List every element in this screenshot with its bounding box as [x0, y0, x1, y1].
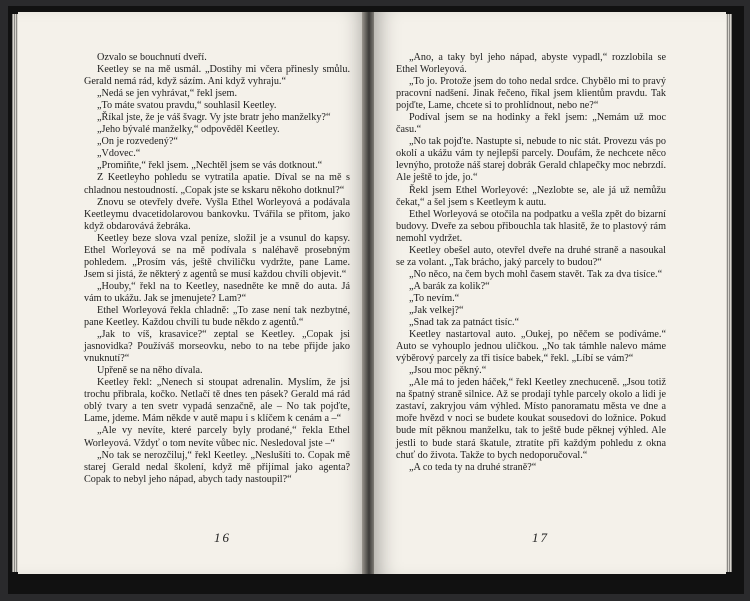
- paragraph: Znovu se otevřely dveře. Vyšla Ethel Worleyová a podávala Keetleymu dvacetidolarovou bankovku. Tvářila se přitom, jako když obdarovává žebráka.: [84, 196, 350, 232]
- paragraph: „Ale má to jeden háček,“ řekl Keetley znechuceně. „Jsou totiž na špatný straně silnice. Až se prodají tyhle parcely okolo a lidi je zastaví, zakryjou vám výhled. Místo panoramatu města ve dne a moře hvězd v noci se budete koukat sousedovi do ložnice. Pokud bude mít pěknou manželku, tak to ještě bude pěknej výhled. Ale jestli to bude stará škatule, ztratíte při každým pohledu z okna chuť do života. Takže to bych nedoporučoval.“: [396, 377, 666, 461]
- page-edges-right: [726, 14, 732, 572]
- paragraph: „Ale vy nevíte, které parcely byly prodané,“ řekla Ethel Worleyová. Vždyť o tom nevíte vůbec nic. Nesledoval jste –“: [84, 425, 350, 449]
- right-page: [374, 12, 726, 574]
- paragraph: Z Keetleyho pohledu se vytratila apatie. Díval se na mě s chladnou nestoudností. „Copak jste se kskaru někoho dotknul?“: [84, 172, 350, 196]
- left-page: [18, 12, 366, 574]
- paragraph: Ozvalo se bouchnutí dveří.: [97, 52, 207, 63]
- paragraph: Keetley řekl: „Nenech si stoupat adrenalin. Myslím, že jsi trochu přibrala, kočko. Netlačí tě dnes ten pásek? Gerald má rád oblý tvary a ten svetr vypadá senzačně, ale – No tak pojďte, Lame, jdeme. Mám někde v autě mapu i s klíčem k cenám a –“: [84, 377, 350, 425]
- paragraph: „Houby,“ řekl na to Keetley, nasedněte ke mně do auta. Já vám to ukážu. Jak se jmenujete? Lam?“: [84, 280, 350, 304]
- paragraph: „Jak to víš, krasavice?“ zeptal se Keetley. „Copak jsi jasnovidka? Používáš morseovku, nebo to na tebe přijde jako vnuknutí?“: [84, 329, 350, 365]
- right-page-number: 17: [532, 530, 549, 545]
- left-page-text: [84, 52, 350, 486]
- paragraph: „No něco, na čem bych mohl časem stavět. Tak za dva tisíce.“: [409, 268, 663, 280]
- paragraph: „Jak velkej?“: [409, 304, 464, 316]
- paragraph: Keetley obešel auto, otevřel dveře na druhé straně a nasoukal se za volant. „Tak brácho, jaký parcely to budou?“: [396, 244, 666, 268]
- paragraph: Řekl jsem Ethel Worleyové: „Nezlobte se, ale já už nemůžu čekat,“ a šel jsem s Keetleym k autu.: [396, 184, 666, 208]
- paragraph: Keetley nastartoval auto. „Oukej, po něčem se podíváme.“ Auto se vyhouplo jednou uličkou. „No tak támhle nalevo máme výběrový parcely za tři tisíce babek,“ řekl. „Líbí se vám?“: [396, 329, 666, 365]
- paragraph: „No tak se nerozčiluj,“ řekl Keetley. „Neslušíti to. Copak mě starej Gerald nedal školení, když mě přijímal jako agenta? Copak to nebyl jeho nápad, abych tady nastoupil?“: [84, 449, 350, 485]
- left-page-number: 16: [214, 530, 231, 545]
- paragraph: „To nevím.“: [409, 292, 460, 304]
- paragraph: „Promiňte,“ řekl jsem. „Nechtěl jsem se vás dotknout.“: [97, 160, 323, 172]
- paragraph: „Nedá se jen vyhrávat,“ řekl jsem.: [97, 88, 238, 100]
- paragraph: Podíval jsem se na hodinky a řekl jsem: „Nemám už moc času.“: [396, 112, 666, 136]
- paragraph: „Ano, a taky byl jeho nápad, abyste vypadl,“ rozzlobila se Ethel Worleyová.: [396, 52, 666, 76]
- paragraph: Ethel Worleyová se otočila na podpatku a vešla zpět do bizarní budovy. Dveře za sebou přibouchla tak hlasitě, že to plastový rám nemohl vydržet.: [396, 208, 666, 244]
- paragraph: „To jo. Protože jsem do toho nedal srdce. Chybělo mi to pravý pracovní nadšení. Jinak řečeno, říkal jsem klientům pravdu. Tak pojďte, Lame, chcete si to prohlídnout, nebo ne?“: [396, 76, 666, 112]
- paragraph: „To máte svatou pravdu,“ souhlasil Keetley.: [97, 100, 277, 112]
- paragraph: „A co teda ty na druhé straně?“: [409, 461, 537, 473]
- paragraph: Keetley se na mě usmál. „Dostihy mi včera přinesly smůlu. Gerald nemá rád, když sázím. Ani když vyhraju.“: [84, 64, 350, 88]
- paragraph: Keetley beze slova vzal peníze, složil je a vsunul do kapsy. Ethel Worleyová se na mě podívala s naléhavě prosebným pohledem. „Prosím vás, ještě chviličku vydržte, pane Lame. Jsem si jistá, že některý z agentů se musí každou chvíli objevit.“: [84, 232, 350, 280]
- paragraph: „Vdovec.“: [97, 148, 141, 160]
- paragraph: „On je rozvedený?“: [97, 136, 178, 148]
- paragraph: „Jeho bývalé manželky,“ odpověděl Keetley.: [97, 124, 280, 136]
- paragraph: „No tak pojďte. Nastupte si, nebude to nic stát. Provezu vás po okolí a ukážu vám ty nejlepší parcely. Doufám, že nechcete něco levnýho, protože náš starej dobrák Gerald chlapečky moc nebrzdí. Ale ještě to jde, jo.“: [396, 136, 666, 184]
- paragraph: „Jsou moc pěkný.“: [409, 365, 487, 377]
- paragraph: Ethel Worleyová řekla chladně: „To zase není tak nezbytné, pane Keetley. Každou chvíli tu bude někdo z agentů.“: [84, 304, 350, 329]
- right-page-text: [396, 52, 666, 474]
- paragraph: „Říkal jste, že je váš švagr. Vy jste bratr jeho manželky?“: [97, 112, 331, 124]
- paragraph: „Snad tak za patnáct tisíc.“: [409, 317, 520, 329]
- paragraph: „A barák za kolik?“: [409, 280, 490, 292]
- paragraph: Upřeně se na něho dívala.: [97, 365, 203, 377]
